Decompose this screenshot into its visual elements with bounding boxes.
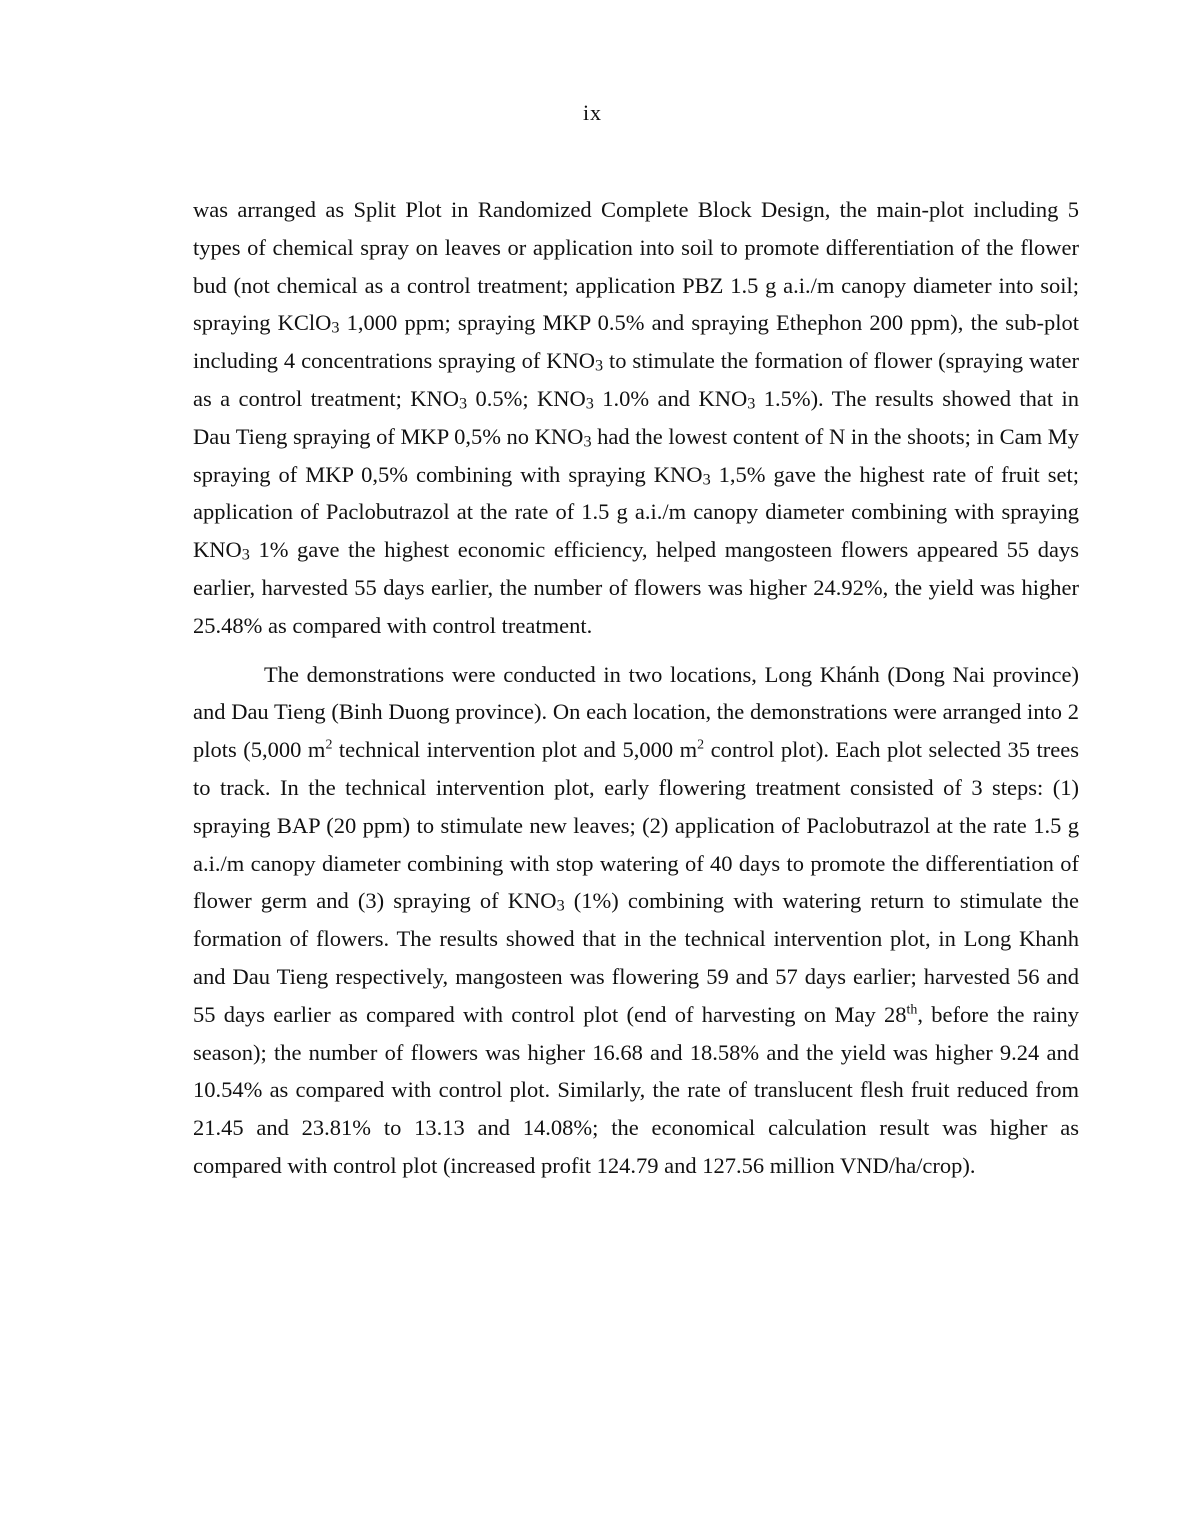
text-run: , before the rainy season); the number of flowers was higher 16.68 and 18.58% and the yield was higher 9.24 and 10.54% as compared with control plot. Similarly, the rate of translucent flesh fruit reduced from 21.45 and 23.81% to 13.13 and 14.08%; the economical calculation result was higher as compared with control plot (increased profit 124.79 and 127.56 million VND/ha/crop).	[193, 1001, 1079, 1178]
text-run: The demonstrations were conducted in two locations, Long Khánh (Dong Nai province) and Dau Tieng (Binh Duong province). On each location, the demonstrations were arranged into 2 plots (5,000 m	[193, 661, 1079, 763]
subscript: 3	[459, 394, 468, 413]
superscript: 2	[697, 737, 705, 753]
text-run: 1,000 ppm; spraying MKP 0.5% and spraying Ethephon 200 ppm), the sub-plot including 4 concentrations spraying of KNO	[193, 310, 1079, 374]
text-run: 1.0% and KNO	[593, 385, 748, 411]
text-run: to stimulate the formation of flower (spraying water as a control treatment; KNO	[193, 348, 1079, 411]
superscript: 2	[325, 737, 333, 753]
subscript: 3	[583, 432, 592, 451]
subscript: 3	[241, 545, 250, 564]
page-number: ix	[582, 100, 603, 125]
body-text	[193, 191, 1079, 1185]
subscript: 3	[747, 394, 756, 413]
page-number-container	[0, 100, 1190, 126]
subscript: 3	[556, 896, 565, 915]
text-run: 0.5%; KNO	[467, 385, 586, 411]
text-run: technical intervention plot and 5,000 m	[332, 737, 698, 763]
paragraph	[193, 191, 1079, 645]
text-run: 1.5%). The results showed that in Dau Tieng spraying of MKP 0,5% no KNO	[193, 385, 1079, 449]
superscript: th	[906, 1002, 918, 1018]
text-run: 1,5% gave the highest rate of fruit set; application of Paclobutrazol at the rate of 1.5 g a.i./m canopy diameter combining with spraying KNO	[193, 461, 1079, 563]
text-run: had the lowest content of N in the shoots; in Cam My spraying of MKP 0,5% combining with spraying KNO	[193, 423, 1079, 487]
text-run: (1%) combining with watering return to stimulate the formation of flowers. The results showed that in the technical intervention plot, in Long Khanh and Dau Tieng respectively, mangosteen was flowering 59 and 57 days earlier; harvested 56 and 55 days earlier as compared with control plot (end of harvesting on May 28	[193, 888, 1079, 1027]
subscript: 3	[585, 394, 594, 413]
subscript: 3	[594, 356, 604, 375]
text-run: was arranged as Split Plot in Randomized Complete Block Design, the main-plot including 5 types of chemical spray on leaves or application into soil to promote differentiation of the flower bud (not chemical as a control treatment; application PBZ 1.5 g a.i./m canopy diameter into soil; spraying KClO	[193, 197, 1079, 336]
paragraph	[193, 656, 1079, 1185]
subscript: 3	[331, 318, 340, 337]
text-run: 1% gave the highest economic efficiency, helped mangosteen flowers appeared 55 days earlier, harvested 55 days earlier, the number of flowers was higher 24.92%, the yield was higher 25.48% as compared with control treatment.	[193, 537, 1079, 638]
subscript: 3	[702, 470, 711, 488]
text-run: control plot). Each plot selected 35 trees to track. In the technical intervention plot, early flowering treatment consisted of 3 steps: (1) spraying BAP (20 ppm) to stimulate new leaves; (2) application of Paclobutrazol at the rate 1.5 g a.i./m canopy diameter combining with stop watering of 40 days to promote the differentiation of flower germ and (3) spraying of KNO	[193, 737, 1079, 914]
